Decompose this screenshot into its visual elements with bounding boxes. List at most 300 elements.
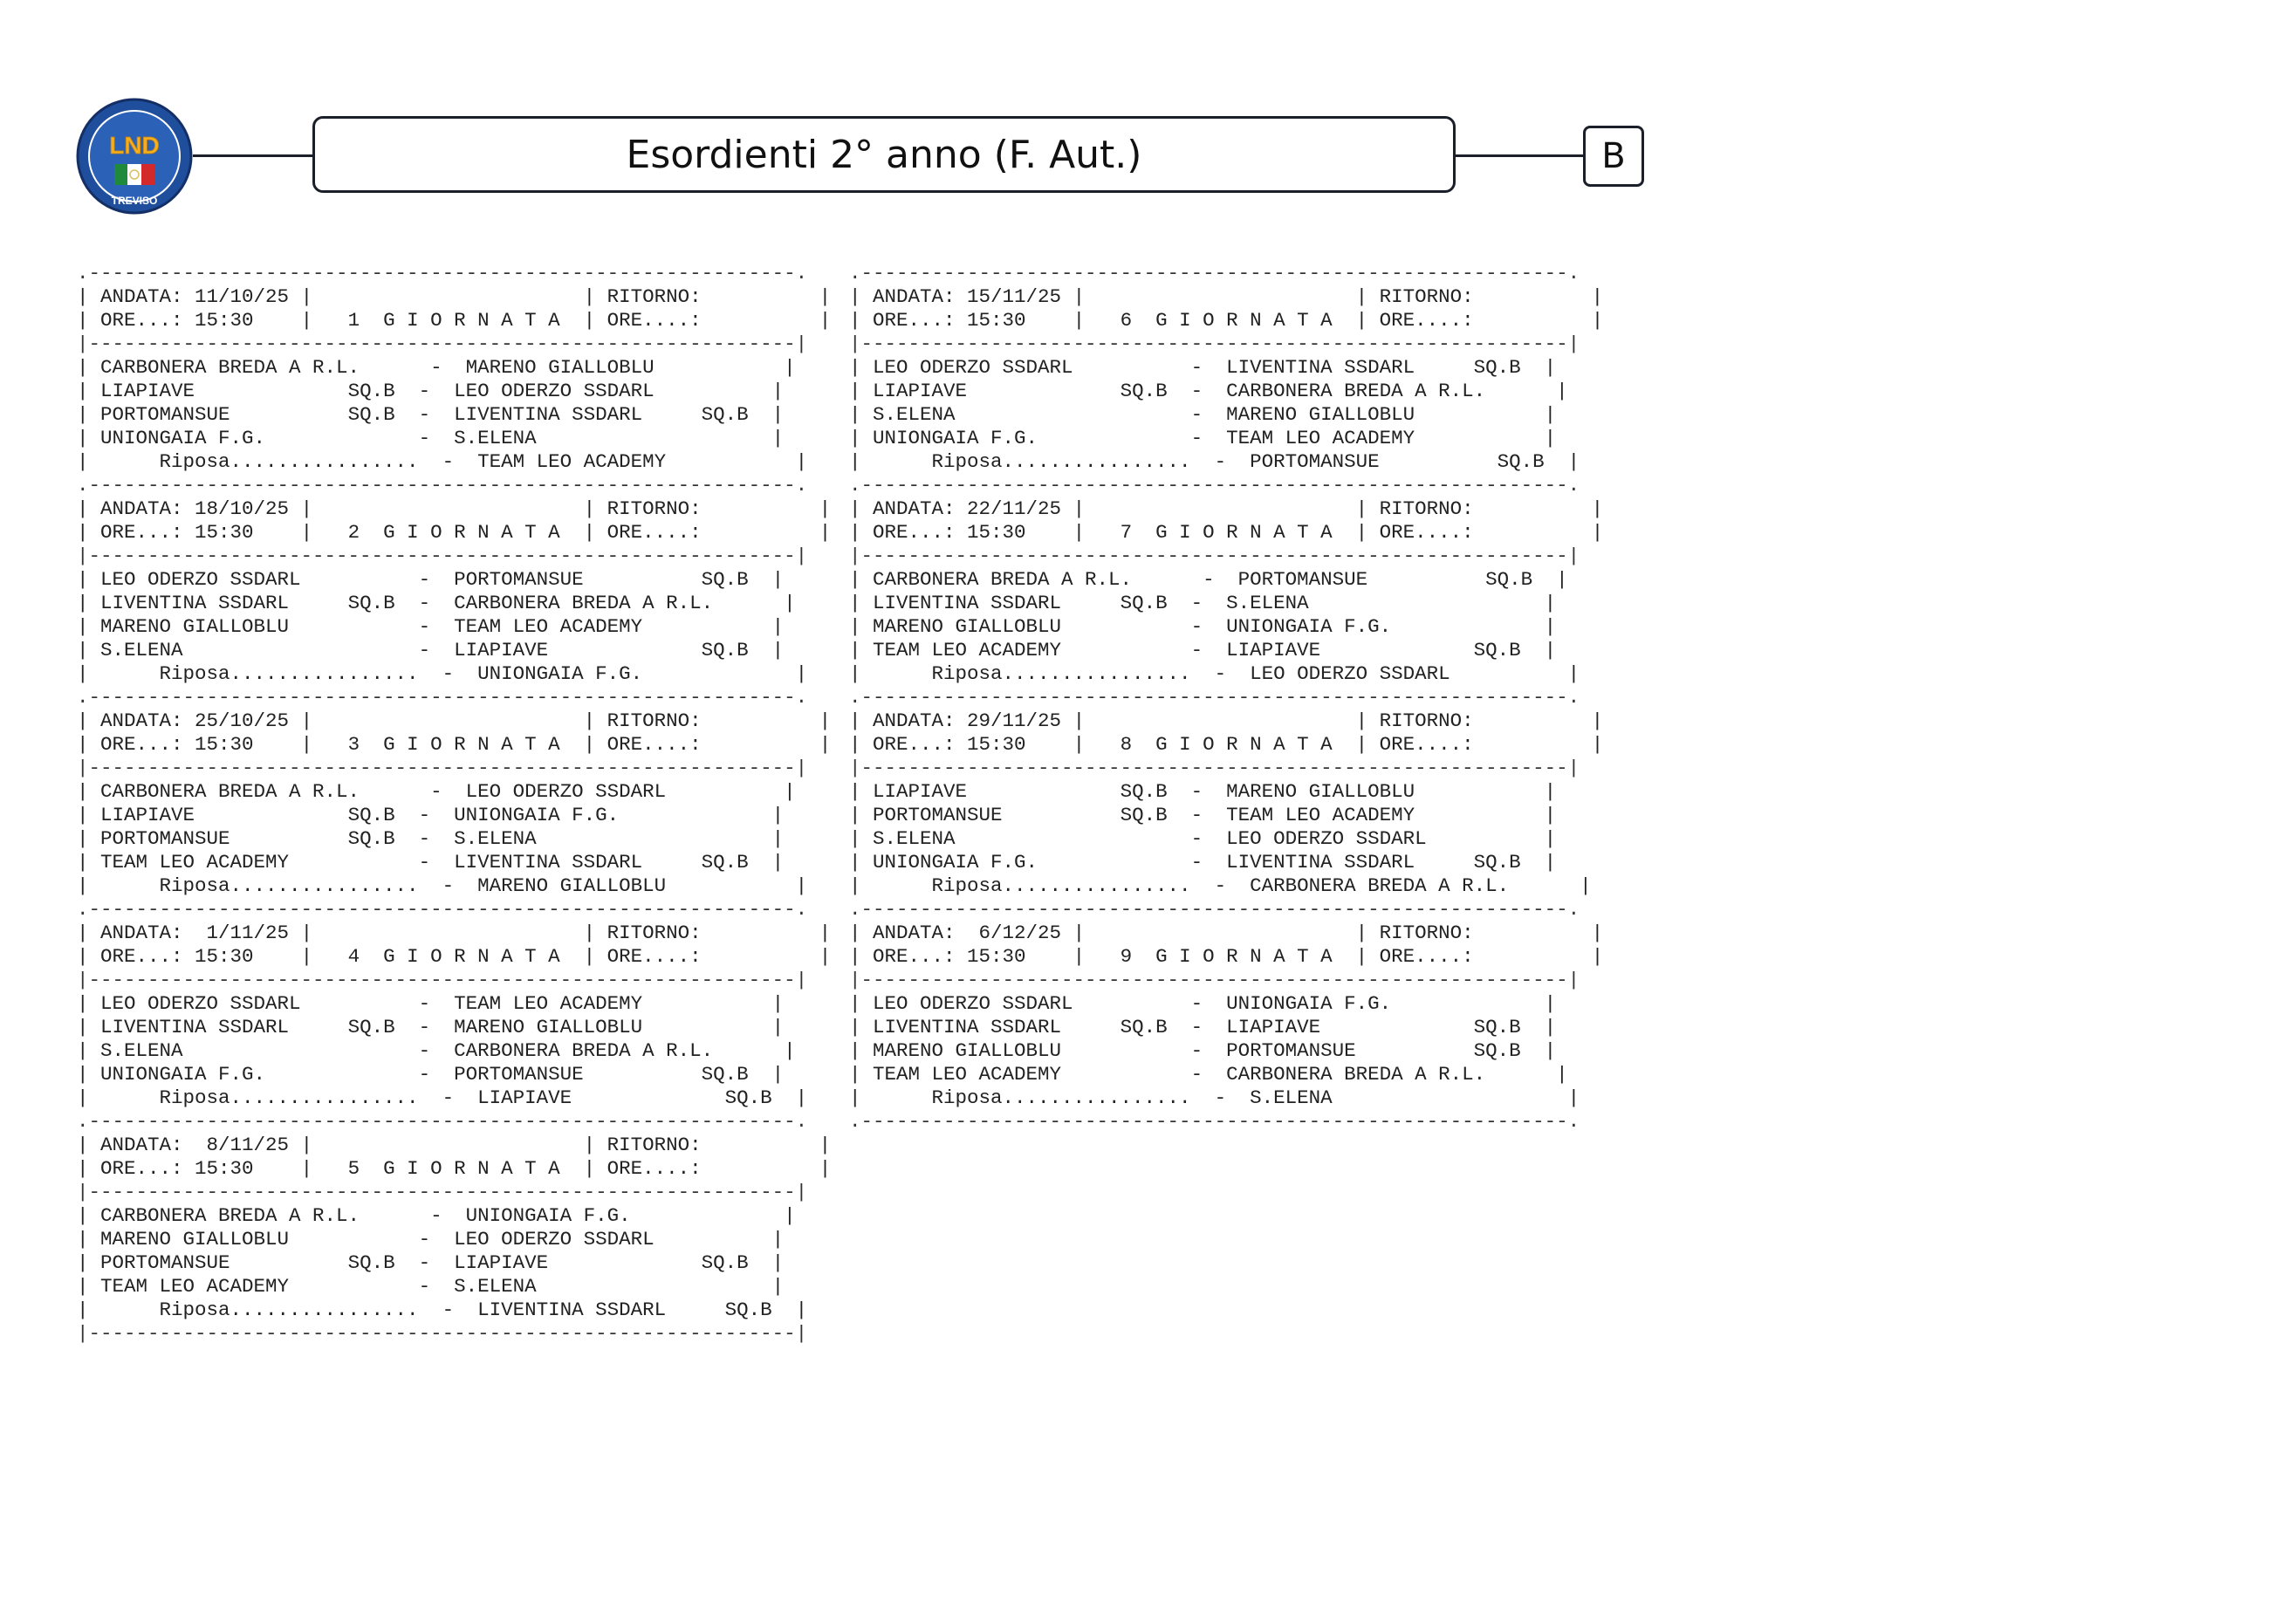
border: | [748, 1275, 785, 1298]
match-separator: - [1167, 780, 1227, 803]
andata-date: ANDATA: 11/10/25 [100, 285, 301, 308]
ore-ritorno: ORE....: [607, 945, 819, 968]
border: | [1591, 497, 1604, 520]
home-squad [1121, 427, 1168, 449]
border: | [77, 497, 101, 520]
home-team: PORTOMANSUE [100, 827, 348, 850]
border: | | [1073, 709, 1380, 732]
home-squad [360, 1204, 407, 1227]
away-squad [702, 1016, 749, 1038]
border: | [748, 380, 785, 402]
border: | [77, 1299, 160, 1321]
away-squad: SQ.B [1485, 568, 1533, 591]
match-row [77, 1063, 831, 1086]
riposa-row [849, 874, 1603, 898]
match-separator: - [394, 427, 455, 449]
home-team: TEAM LEO ACADEMY [100, 1275, 348, 1298]
border: | [77, 427, 101, 449]
border: | [77, 662, 160, 685]
border: | [1544, 450, 1580, 473]
match-row [849, 780, 1603, 804]
home-squad [348, 568, 395, 591]
match-row [77, 780, 831, 804]
away-squad [1474, 615, 1521, 638]
home-team: LEO ODERZO SSDARL [873, 356, 1121, 379]
border: | [300, 945, 348, 968]
border: | [849, 450, 932, 473]
away-team: MARENO GIALLOBLU [465, 356, 714, 379]
home-team: MARENO GIALLOBLU [100, 1228, 348, 1251]
match-row [849, 1039, 1603, 1063]
border: | [819, 497, 832, 520]
border: | [1520, 639, 1557, 661]
andata-date: ANDATA: 8/11/25 [100, 1134, 301, 1156]
round-andata-line [77, 709, 831, 733]
match-separator: - [1179, 568, 1238, 591]
border: | [849, 592, 874, 614]
home-squad [348, 615, 395, 638]
home-squad: SQ.B [1120, 1016, 1168, 1038]
border: | [77, 1134, 101, 1156]
away-squad: SQ.B [1473, 356, 1521, 379]
riposa-squad: SQ.B [1497, 450, 1545, 473]
rule-line: .------------------------------------------------------------. [849, 262, 1580, 284]
round-ore-line [849, 309, 1603, 332]
match-row [849, 592, 1603, 615]
away-team: TEAM LEO ACADEMY [1226, 804, 1474, 826]
border: | [1355, 309, 1380, 332]
away-team: TEAM LEO ACADEMY [454, 992, 702, 1015]
match-row [77, 592, 831, 615]
home-team: UNIONGAIA F.G. [873, 851, 1121, 874]
border: | [819, 1157, 832, 1180]
home-team: UNIONGAIA F.G. [100, 1063, 348, 1086]
border: | [77, 851, 101, 874]
away-team: TEAM LEO ACADEMY [454, 615, 702, 638]
border: | [1591, 733, 1604, 756]
home-team: S.ELENA [873, 403, 1121, 426]
home-team: MARENO GIALLOBLU [873, 615, 1121, 638]
home-team: PORTOMANSUE [100, 403, 348, 426]
round-mid-rule [849, 545, 1603, 568]
border: | [77, 309, 101, 332]
rule-line: .------------------------------------------------------------. [77, 474, 808, 497]
border: | [849, 1063, 874, 1086]
away-squad [713, 1204, 760, 1227]
match-separator: - [394, 615, 455, 638]
rule-line: |------------------------------------------------------------| [849, 545, 1580, 567]
home-team: LIVENTINA SSDARL [100, 1016, 348, 1038]
away-squad [713, 592, 760, 614]
match-separator: - [1167, 639, 1227, 661]
home-squad: SQ.B [347, 1251, 395, 1274]
border: | [1520, 427, 1557, 449]
home-team: MARENO GIALLOBLU [100, 615, 348, 638]
away-squad [713, 356, 760, 379]
border: | [819, 945, 832, 968]
border: | [1520, 827, 1557, 850]
ore-ritorno: ORE....: [607, 521, 819, 544]
away-team: UNIONGAIA F.G. [1226, 992, 1474, 1015]
away-squad [702, 427, 749, 449]
riposa-team: CARBONERA BREDA A R.L. [1250, 874, 1510, 897]
home-squad [348, 992, 395, 1015]
border: | [77, 945, 101, 968]
ritorno-label: RITORNO: [607, 922, 819, 944]
home-squad [1121, 827, 1168, 850]
match-row [77, 1251, 831, 1275]
rule-line: |------------------------------------------------------------| [77, 545, 808, 567]
home-squad: SQ.B [347, 804, 395, 826]
border: | [77, 1016, 101, 1038]
schedule-column-left [77, 262, 831, 1346]
riposa-team: TEAM LEO ACADEMY [477, 450, 725, 473]
away-team: LEO ODERZO SSDARL [465, 780, 714, 803]
home-team: LIAPIAVE [100, 804, 348, 826]
match-separator: - [418, 1086, 478, 1109]
border: | [1544, 1086, 1580, 1109]
round-top-rule [849, 686, 1603, 709]
border: | [760, 1039, 796, 1062]
border: | [77, 1204, 101, 1227]
riposa-row [77, 874, 831, 898]
border: | [1532, 568, 1568, 591]
riposa-row [77, 450, 831, 474]
round-top-rule [849, 262, 1603, 285]
away-squad [1474, 992, 1521, 1015]
ritorno-label: RITORNO: [1379, 922, 1592, 944]
rule-line: .------------------------------------------------------------. [77, 262, 808, 284]
border: | [771, 450, 808, 473]
border: | [849, 827, 874, 850]
home-team: S.ELENA [873, 827, 1121, 850]
border: | [849, 709, 874, 732]
away-squad: SQ.B [1473, 639, 1521, 661]
match-separator: - [1167, 403, 1227, 426]
border: | [849, 285, 874, 308]
border: | [77, 1063, 101, 1086]
away-squad [702, 804, 749, 826]
away-squad [702, 1228, 749, 1251]
border: | [849, 922, 874, 944]
rule-line: .------------------------------------------------------------. [849, 898, 1580, 921]
away-squad: SQ.B [701, 1251, 749, 1274]
away-squad [1474, 780, 1521, 803]
away-team: S.ELENA [1226, 592, 1474, 614]
ore-time: ORE...: 15:30 [100, 733, 301, 756]
giornata-label: 7 G I O R N A T A [1120, 521, 1356, 544]
away-team: TEAM LEO ACADEMY [1226, 427, 1474, 449]
round-top-rule [849, 474, 1603, 497]
ritorno-label: RITORNO: [1379, 709, 1592, 732]
home-team: LIAPIAVE [873, 780, 1121, 803]
away-squad [713, 780, 760, 803]
away-squad [702, 992, 749, 1015]
match-row [849, 615, 1603, 639]
home-team: LIAPIAVE [873, 380, 1121, 402]
round-bottom-rule [77, 1322, 831, 1346]
border: | [849, 403, 874, 426]
away-team: LIVENTINA SSDARL [454, 403, 702, 426]
away-squad [1474, 827, 1521, 850]
lnd-treviso-logo [76, 98, 193, 215]
border: | [77, 639, 101, 661]
border: | [1591, 922, 1604, 944]
away-team: MARENO GIALLOBLU [1226, 403, 1474, 426]
match-separator: - [394, 851, 455, 874]
match-row [77, 992, 831, 1016]
home-squad: SQ.B [1120, 780, 1168, 803]
round-top-rule [77, 262, 831, 285]
home-squad: SQ.B [347, 403, 395, 426]
ore-time: ORE...: 15:30 [100, 309, 301, 332]
border: | [849, 874, 932, 897]
riposa-team: UNIONGAIA F.G. [477, 662, 725, 685]
away-squad: SQ.B [1473, 1016, 1521, 1038]
match-row [849, 992, 1603, 1016]
border: | [849, 356, 874, 379]
border: | [1355, 733, 1380, 756]
home-squad [1121, 1063, 1168, 1086]
match-separator: - [394, 639, 455, 661]
away-team: UNIONGAIA F.G. [454, 804, 702, 826]
border: | [1520, 992, 1557, 1015]
home-squad [1121, 356, 1168, 379]
match-row [849, 403, 1603, 427]
match-row [849, 1016, 1603, 1039]
match-separator: - [1167, 615, 1227, 638]
border: | [77, 1251, 101, 1274]
rule-line: .------------------------------------------------------------. [849, 686, 1580, 709]
home-team: MARENO GIALLOBLU [873, 1039, 1121, 1062]
riposa-label: Riposa................ [159, 874, 419, 897]
match-separator: - [407, 356, 466, 379]
border: | [771, 1086, 808, 1109]
border: | [1532, 380, 1568, 402]
match-separator: - [407, 1204, 466, 1227]
border: | [77, 780, 101, 803]
schedule-column-right [849, 262, 1603, 1134]
giornata-label: 5 G I O R N A T A [347, 1157, 584, 1180]
round-mid-rule [849, 332, 1603, 356]
riposa-team: S.ELENA [1250, 1086, 1498, 1109]
ore-ritorno: ORE....: [1379, 733, 1592, 756]
riposa-label: Riposa................ [931, 1086, 1191, 1109]
border: | [77, 992, 101, 1015]
match-separator: - [394, 992, 455, 1015]
match-separator: - [1167, 992, 1227, 1015]
border: | [748, 639, 785, 661]
border: | [77, 356, 101, 379]
border: | [748, 827, 785, 850]
header-connector-right [1456, 154, 1585, 157]
rule-line: |------------------------------------------------------------| [77, 1322, 808, 1345]
away-squad [1474, 804, 1521, 826]
riposa-row [849, 1086, 1603, 1110]
away-team: LIAPIAVE [454, 639, 702, 661]
border: | [849, 780, 874, 803]
match-row [849, 804, 1603, 827]
round-andata-line [849, 497, 1603, 521]
ritorno-label: RITORNO: [607, 1134, 819, 1156]
border: | [1520, 1039, 1557, 1062]
match-separator: - [418, 662, 478, 685]
match-separator: - [394, 1039, 455, 1062]
home-team: PORTOMANSUE [873, 804, 1121, 826]
match-row [849, 1063, 1603, 1086]
match-row [77, 1039, 831, 1063]
riposa-squad [1498, 1086, 1545, 1109]
lnd-logo-icon [76, 98, 193, 215]
riposa-team: PORTOMANSUE [1250, 450, 1498, 473]
border: | [748, 615, 785, 638]
border: | [819, 733, 832, 756]
riposa-label: Riposa................ [159, 1299, 419, 1321]
away-team: LIVENTINA SSDARL [454, 851, 702, 874]
border: | [77, 521, 101, 544]
round-mid-rule [849, 757, 1603, 780]
border: | | [300, 709, 607, 732]
home-squad: SQ.B [347, 380, 395, 402]
border: | [849, 1086, 932, 1109]
border: | [849, 804, 874, 826]
match-separator: - [418, 1299, 478, 1321]
home-squad [1121, 1039, 1168, 1062]
border: | [583, 309, 607, 332]
border: | [760, 356, 796, 379]
ore-ritorno: ORE....: [607, 1157, 819, 1180]
home-team: TEAM LEO ACADEMY [873, 639, 1121, 661]
round-andata-line [849, 709, 1603, 733]
away-squad [713, 1039, 760, 1062]
border: | [1355, 945, 1380, 968]
header-connector-left [193, 154, 314, 157]
giornata-label: 3 G I O R N A T A [347, 733, 584, 756]
away-squad: SQ.B [701, 851, 749, 874]
match-row [77, 356, 831, 380]
border: | [771, 874, 808, 897]
home-team: LIVENTINA SSDARL [873, 592, 1121, 614]
match-row [849, 380, 1603, 403]
border: | [77, 733, 101, 756]
andata-date: ANDATA: 25/10/25 [100, 709, 301, 732]
page-title: Esordienti 2° anno (F. Aut.) [626, 132, 1142, 177]
round-top-rule [77, 1110, 831, 1134]
ritorno-label: RITORNO: [1379, 497, 1592, 520]
match-row [849, 356, 1603, 380]
round-andata-line [77, 285, 831, 309]
match-separator: - [394, 1251, 455, 1274]
riposa-row [849, 662, 1603, 686]
border: | [760, 1204, 796, 1227]
border: | [77, 1086, 160, 1109]
border: | [748, 403, 785, 426]
away-team: LIVENTINA SSDARL [1226, 851, 1474, 874]
border: | [300, 1157, 348, 1180]
border: | [819, 922, 832, 944]
match-row [77, 403, 831, 427]
match-separator: - [1190, 662, 1251, 685]
rule-line: |------------------------------------------------------------| [849, 332, 1580, 355]
border: | [1544, 662, 1580, 685]
match-row [77, 427, 831, 450]
border: | | [300, 285, 607, 308]
away-team: PORTOMANSUE [454, 1063, 702, 1086]
home-team: LEO ODERZO SSDARL [100, 992, 348, 1015]
match-separator: - [1167, 356, 1227, 379]
match-separator: - [1167, 427, 1227, 449]
border: | [819, 709, 832, 732]
riposa-squad [725, 450, 772, 473]
border: | [77, 827, 101, 850]
border: | [1556, 874, 1592, 897]
home-squad [348, 1275, 395, 1298]
rule-line: .------------------------------------------------------------. [849, 474, 1580, 497]
home-squad [348, 1228, 395, 1251]
match-separator: - [1167, 851, 1227, 874]
match-row [77, 1228, 831, 1251]
match-separator: - [394, 1275, 455, 1298]
away-team: LEO ODERZO SSDARL [454, 1228, 702, 1251]
border: | [1591, 309, 1604, 332]
border: | [583, 945, 607, 968]
match-row [849, 639, 1603, 662]
round-andata-line [77, 1134, 831, 1157]
border: | [748, 851, 785, 874]
home-team: CARBONERA BREDA A R.L. [100, 1204, 360, 1227]
home-squad [348, 1039, 395, 1062]
rule-line: |------------------------------------------------------------| [77, 969, 808, 991]
away-squad [702, 380, 749, 402]
home-squad [1121, 639, 1168, 661]
match-separator: - [407, 780, 466, 803]
home-team: UNIONGAIA F.G. [100, 427, 348, 449]
away-squad [1474, 403, 1521, 426]
rule-line: .------------------------------------------------------------. [77, 898, 808, 921]
match-row [77, 827, 831, 851]
away-squad: SQ.B [1473, 851, 1521, 874]
rule-line: |------------------------------------------------------------| [77, 1181, 808, 1203]
border: | [1520, 356, 1557, 379]
riposa-team: LIVENTINA SSDARL [477, 1299, 725, 1321]
match-separator: - [394, 804, 455, 826]
border: | | [300, 922, 607, 944]
border: | | [300, 1134, 607, 1156]
home-team: LEO ODERZO SSDARL [100, 568, 348, 591]
rule-line: .------------------------------------------------------------. [77, 686, 808, 709]
border: | [77, 592, 101, 614]
round-top-rule [77, 474, 831, 497]
away-team: MARENO GIALLOBLU [454, 1016, 702, 1038]
andata-date: ANDATA: 22/11/25 [873, 497, 1073, 520]
border: | [849, 1039, 874, 1062]
round-mid-rule [77, 757, 831, 780]
match-row [77, 568, 831, 592]
border: | [77, 1039, 101, 1062]
away-team: LEO ODERZO SSDARL [1226, 827, 1474, 850]
riposa-label: Riposa................ [931, 450, 1191, 473]
round-andata-line [849, 285, 1603, 309]
away-team: UNIONGAIA F.G. [465, 1204, 714, 1227]
away-team: CARBONERA BREDA A R.L. [454, 592, 714, 614]
ore-time: ORE...: 15:30 [100, 945, 301, 968]
border: | [77, 403, 101, 426]
border: | [77, 568, 101, 591]
away-team: LIAPIAVE [454, 1251, 702, 1274]
riposa-team: LIAPIAVE [477, 1086, 725, 1109]
home-team: CARBONERA BREDA A R.L. [100, 356, 360, 379]
home-squad [1132, 568, 1179, 591]
